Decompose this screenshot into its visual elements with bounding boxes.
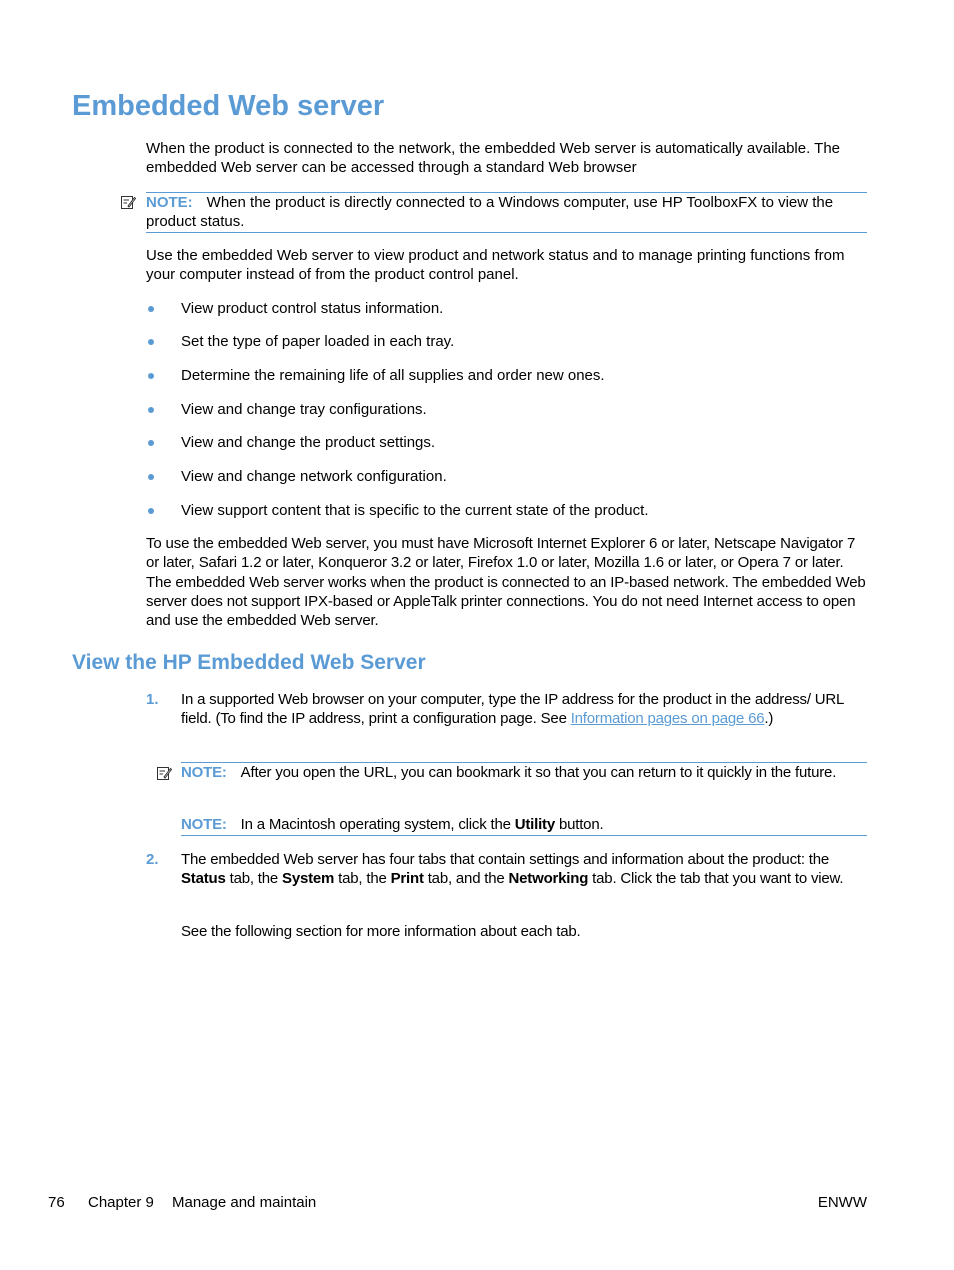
chapter-label: Chapter 9 — [88, 1194, 154, 1211]
step-2-text: The embedded Web server has four tabs that contain settings and information about the product: the Status tab, the System tab, the Print tab, and the Networking tab. Click the tab that you want to view. — [181, 851, 844, 888]
page-number: 76 — [48, 1194, 65, 1211]
bullet-icon — [148, 508, 154, 514]
browser-requirements-paragraph: To use the embedded Web server, you must have Microsoft Internet Explorer 6 or later, Netscape Navigator 7 or later, Safari 1.2 or later, Konqueror 3.2 or later, Firefox 1.0 or later, Mozilla 1.6 or later, or Opera 7 or later. The embedded Web server works when the product is connected to an IP-based network. The embedded Web server does not support IPX-based or AppleTalk printer connections. You do not need Internet access to open and use the embedded Web server. — [146, 535, 866, 630]
bullet-icon — [148, 440, 154, 446]
chapter-title: Manage and maintain — [172, 1194, 317, 1211]
note-bookmark: NOTE: After you open the URL, you can bookmark it so that you can return to it quickly in the future. — [181, 764, 837, 781]
description-paragraph: Use the embedded Web server to view product and network status and to manage printing functions from your computer instead of from the product control panel. — [146, 247, 845, 284]
note-label: NOTE: — [146, 194, 193, 211]
bullet-icon — [148, 407, 154, 413]
step-number: 1. — [146, 691, 159, 708]
note-box — [146, 192, 867, 233]
step-2-followup: See the following section for more information about each tab. — [181, 923, 581, 940]
note-box — [181, 762, 867, 836]
note-text: When the product is directly connected to a Windows computer, use HP ToolboxFX to view the product status. — [146, 194, 834, 231]
bullet-icon — [148, 373, 154, 379]
note-pencil-icon — [120, 194, 136, 210]
section-title: View the HP Embedded Web Server — [72, 651, 426, 674]
information-pages-link[interactable]: Information pages on page 66 — [570, 710, 765, 728]
note-label: NOTE: — [181, 816, 227, 833]
bullet-icon — [148, 339, 154, 345]
note-macintosh: NOTE: In a Macintosh operating system, click the Utility button. — [181, 816, 604, 833]
note-label: NOTE: — [181, 764, 227, 781]
page-title: Embedded Web server — [72, 90, 385, 122]
bullet-icon — [148, 474, 154, 480]
bullet-icon — [148, 306, 154, 312]
step-number: 2. — [146, 851, 159, 868]
note-pencil-icon — [156, 765, 172, 781]
step-1-text: In a supported Web browser on your computer, type the IP address for the product in the address/ URL field. (To find the IP address, print a configuration page. See Information pages on page 66.) — [181, 691, 844, 728]
intro-paragraph: When the product is connected to the network, the embedded Web server is automatically available. The embedded Web server can be accessed through a standard Web browser — [146, 140, 840, 177]
locale-label: ENWW — [817, 1194, 867, 1211]
